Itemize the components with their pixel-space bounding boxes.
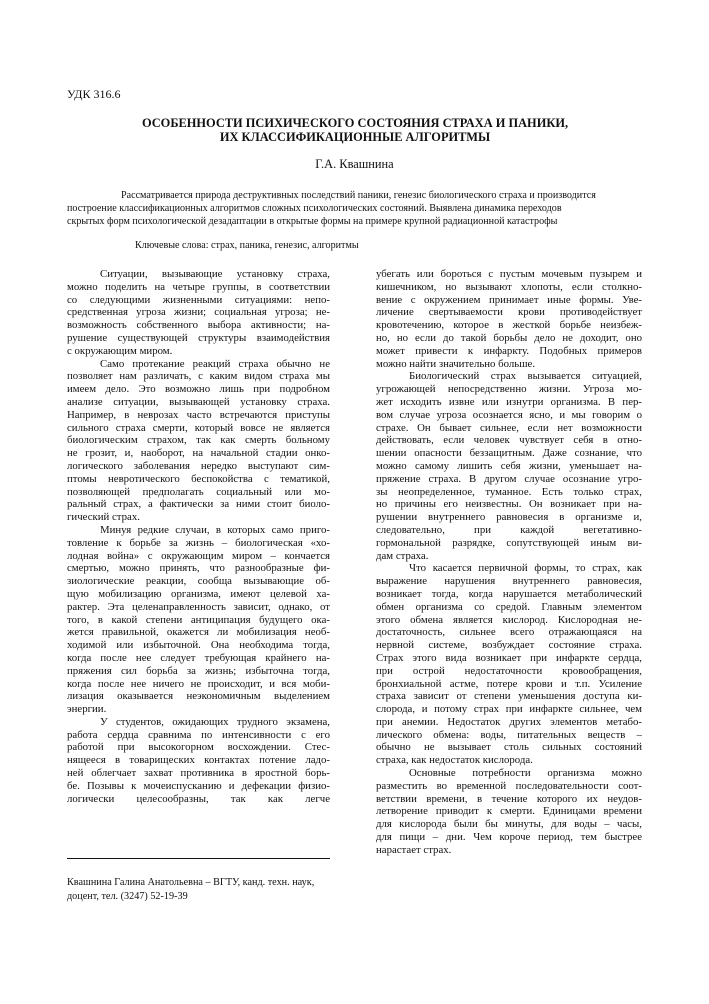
right-text-column — [376, 268, 642, 857]
body-text-line: следовательно, при каждой вегетативно- — [376, 523, 642, 536]
body-text-line: сильного страха смерти, который вовсе не является — [67, 421, 330, 434]
body-text-line: Например, в неврозах часто встречаются приступы — [67, 408, 330, 421]
body-text-line: нервной системе, возбуждает состояние страха. — [376, 639, 642, 652]
body-text-line: щую мобилизацию организма, имеют целевой ха- — [67, 587, 330, 600]
body-text-line: средственная угроза жизни; социальная угроза; не- — [67, 306, 330, 319]
body-text-line: когда после нее ничего не происходит, и вся моби- — [67, 677, 330, 690]
body-text-line: зы неопределенное, туманное. Есть только страх, — [376, 485, 642, 498]
body-text-line: зиологические реакции, сообща вызывающие об- — [67, 575, 330, 588]
body-text-line: можно поделить на четыре группы, в соответствии — [67, 280, 330, 293]
body-text-line: Страх этого вида возникает при инфаркте сердца, — [376, 651, 642, 664]
body-text-line: того, в какой степени антиципация будущего ока- — [67, 613, 330, 626]
body-text-line: страха зависит от степени уменьшения доступа ки- — [376, 690, 642, 703]
body-text-line: летворение приводит к смерти. Единицами времени — [376, 805, 642, 818]
author-footnote — [67, 876, 330, 904]
body-text-line: Основные потребности организма можно — [409, 767, 642, 780]
body-text-line: Само протекание реакций страха обычно не — [100, 357, 330, 370]
body-text-line: выражение нарушения внутреннего равновесия, — [376, 575, 642, 588]
body-text-line: но, но если до такой борьбы дело не доходит, оно — [376, 331, 642, 344]
body-text-line: ральный страх, а фактически за ними стоит биоло- — [67, 498, 330, 511]
body-text-line: шении опасности беззащитным. Даже сознание, что — [376, 447, 642, 460]
body-text-line: можно найти значительно больше. — [376, 357, 536, 370]
body-text-line: жется правильной, окажется ли мобилизация необ- — [67, 626, 330, 639]
body-text-line: обычно не вызывает столь сильных состояний — [376, 741, 642, 754]
body-text-line: Минуя редкие случаи, в которых само приго- — [100, 523, 330, 536]
body-text-line: бронхиальной астме, потере крови и т.п. Усиление — [376, 677, 642, 690]
body-text-line: птомы невротического беспокойства с тематикой, — [67, 472, 330, 485]
body-text-line: Биологический страх вызывается ситуацией, — [409, 370, 642, 383]
body-text-line: нящееся в товарищеских контактах потение ладо- — [67, 754, 330, 767]
body-text-line: пряжения сил борьба за жизнь; избыточна тогда, — [67, 664, 330, 677]
abstract-line: Рассматривается природа деструктивных последствий паники, генезис биологического страха и производится — [121, 190, 596, 201]
body-text-line: работой при высокогорном восхождении. Стес- — [67, 741, 330, 754]
body-text-line: имеем дело. Это возможно лишь при подробном — [67, 383, 330, 396]
body-text-line: при острой недостаточности кровообращения, — [376, 664, 642, 677]
body-text-line: может привести к инфаркту. Подобных примеров — [376, 344, 642, 357]
body-text-line: лического обмена: воды, питательных веществ – — [376, 728, 642, 741]
footnote-line: доцент, тел. (3247) 52-19-39 — [67, 891, 188, 902]
body-text-line: Ситуации, вызывающие установку страха, — [100, 268, 330, 280]
body-text-line: работа сердца сравнима по интенсивности с его — [67, 728, 330, 741]
body-text-line: рушение существующей структуры взаимодействия — [67, 331, 330, 344]
body-text-line: не грозит, и, наоборот, на начальной стадии онко- — [67, 447, 330, 460]
body-text-line: угрожающей непосредственно жизни. Угроза мо- — [376, 383, 642, 396]
body-text-line: возможность собственного выбора активности; на- — [67, 319, 330, 332]
body-text-line: когда после нее следует требующая крайнего на- — [67, 651, 330, 664]
author-name: Г.А. Квашнина — [315, 157, 394, 171]
abstract-line: скрытых форм психологической дезадаптации в открытые формы на примере крупной радиационной катастрофы — [67, 216, 558, 227]
body-text-line: разместить во временной последовательности соот- — [376, 779, 642, 792]
body-text-line: логически целесообразны, так как легче — [67, 792, 330, 805]
body-text-line: нарастает страх. — [376, 843, 452, 856]
body-text-line: со следующими жизненными ситуациями: непо- — [67, 293, 330, 306]
body-text-line: для пищи – дни. Чем короче период, тем быстрее — [376, 831, 642, 844]
left-text-column — [67, 268, 330, 805]
body-text-line: кровотечению, которое в жесткой борьбе неизбеж- — [376, 319, 642, 332]
keywords: Ключевые слова: страх, паника, генезис, алгоритмы — [135, 240, 359, 251]
body-text-line: У студентов, ожидающих трудного экзамена, — [100, 715, 330, 728]
body-text-line: позволяющей предполагать социальный или мо- — [67, 485, 330, 498]
footnote-line: Квашнина Галина Анатольевна – ВГТУ, канд. техн. наук, — [67, 877, 315, 888]
body-text-line: жет исходить извне или изнутри организма. В пер- — [376, 395, 642, 408]
body-text-line: гический страх. — [67, 511, 140, 524]
body-text-line: этого обмена является кислород. Кислородная не- — [376, 613, 642, 626]
body-text-line: лодная война» с окружающим миром – кончается — [67, 549, 330, 562]
body-text-line: бе. Позывы к мочеиспусканию и дефекации физио- — [67, 779, 330, 792]
article-title-line: ОСОБЕННОСТИ ПСИХИЧЕСКОГО СОСТОЯНИЯ СТРАХА И ПАНИКИ, — [141, 116, 569, 130]
body-text-line: убегать или бороться с пустым мочевым пузырем и — [376, 268, 642, 280]
body-text-line: дам страха. — [376, 549, 429, 562]
article-title — [60, 116, 650, 144]
body-text-line: лизация оказывается неэкономичным выделением — [67, 690, 330, 703]
body-text-line: действовать, если человек чувствует себя в отно- — [376, 434, 642, 447]
body-text-line: логического заболевания нередко выступают сим- — [67, 459, 330, 472]
body-text-line: слорода, и потому страх при инфаркте сильнее, чем — [376, 703, 642, 716]
body-text-line: анализе ситуации, вызывающей установку страха. — [67, 395, 330, 408]
body-text-line: ветствии времени, в течение которого их неудов- — [376, 792, 642, 805]
body-text-line: достаточность, сильнее всего отражающаяся на — [376, 626, 642, 639]
body-text-line: смертью, можно принять, что разнообразные фи- — [67, 562, 330, 575]
body-text-line: но причины его неизвестны. Он возникает при на- — [376, 498, 642, 511]
body-text-line: пряжение страха. В другом случае осознание угро- — [376, 472, 642, 485]
article-title-line: ИХ КЛАССИФИКАЦИОННЫЕ АЛГОРИТМЫ — [219, 130, 491, 144]
body-text-line: возникает тогда, когда нарушается метаболический — [376, 587, 642, 600]
body-text-line: Что касается первичной формы, то страх, как — [409, 562, 642, 575]
body-text-line: ходимой или избыточной. Она необходима тогда, — [67, 639, 330, 652]
body-text-line: страха, как недостаток кислорода. — [376, 754, 533, 767]
abstract-line: построение классификационных алгоритмов сложных психологических состояний. Выявлена динамика переходов — [67, 203, 562, 214]
body-text-line: гормональной разрядке, сопутствующей иным ви- — [376, 536, 642, 549]
body-text-line: для кислорода были бы минуты, для воды – часы, — [376, 818, 642, 831]
body-text-line: рушении внутреннего равновесия в организме и, — [376, 511, 642, 524]
body-text-line: позволяет нам различать, с каким видом страха мы — [67, 370, 330, 383]
body-text-line: рактер. Эта целенаправленность зависит, однако, от — [67, 600, 330, 613]
body-text-line: страхе. Он бывает сильнее, если нет возможности — [376, 421, 642, 434]
body-text-line: вение с окружением принимает иные формы. Уве- — [376, 293, 642, 306]
udc-code: УДК 316.6 — [67, 87, 121, 101]
body-text-line: при анемии. Недостаток других элементов метабо- — [376, 715, 642, 728]
body-text-line: вом случае угроза осознается ясно, и мы говорим о — [376, 408, 642, 421]
body-text-line: личение свертываемости крови противодействует — [376, 306, 642, 319]
abstract — [67, 189, 643, 228]
body-text-line: ней облегчает захват противника в яростной борь- — [67, 767, 330, 780]
footnote-divider — [67, 858, 330, 859]
body-text-line: обмен организма со средой. Главным элементом — [376, 600, 642, 613]
body-text-line: кишечником, но вызывают хлопоты, если столкно- — [376, 280, 642, 293]
body-text-line: товление к борьбе за жизнь – биологическая «хо- — [67, 536, 330, 549]
body-text-line: энергии. — [67, 703, 107, 716]
body-text-line: можно самому лишить себя жизни, уменьшает на- — [376, 459, 642, 472]
body-text-line: биологическим страхом, так как смерть больному — [67, 434, 330, 447]
body-text-line: с окружающим миром. — [67, 344, 173, 357]
